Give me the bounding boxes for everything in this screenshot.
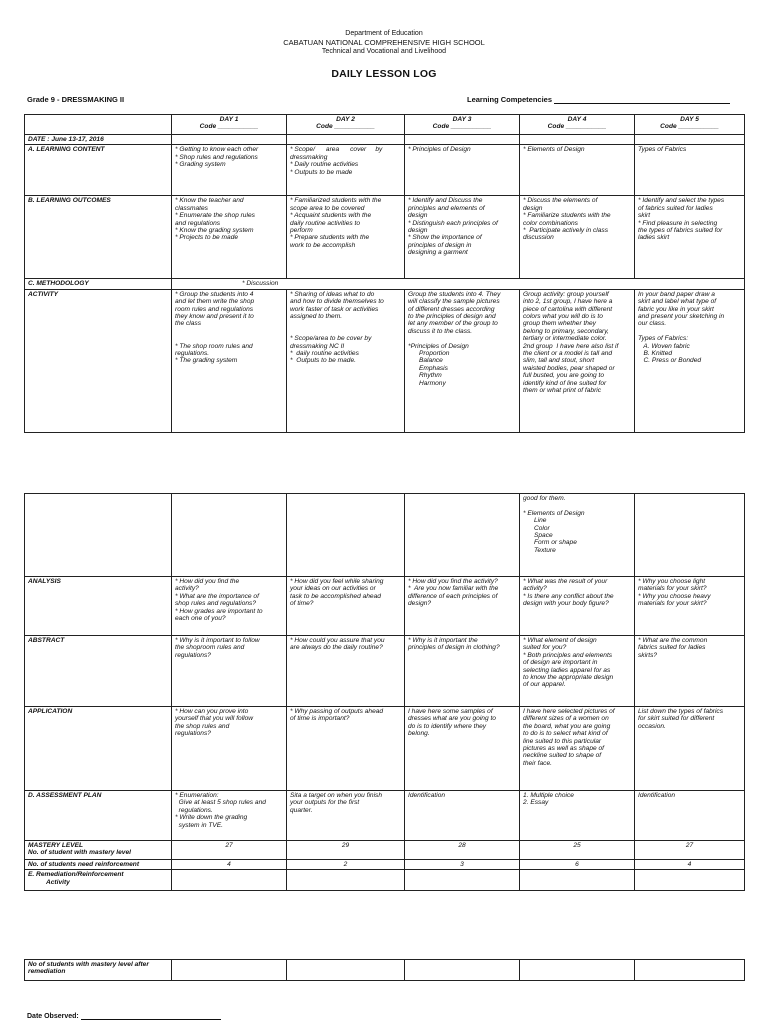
cell-line: * How did you feel while sharing (290, 578, 384, 585)
reinforcement-label: No. of students need reinforcement (25, 860, 172, 870)
cell-line: * Why is it important the (408, 637, 478, 644)
cell-line: full busted, you are going to (523, 372, 605, 380)
cell-line: Harmony (408, 379, 446, 387)
cell-line: let any member of the group to (408, 320, 498, 328)
mastery-day1: 27 (172, 841, 287, 860)
cell-line: * The shop room rules and (175, 342, 253, 350)
cell (172, 145, 287, 196)
cell-line: designing a garment (408, 249, 468, 257)
cell-line: our class. (638, 320, 667, 328)
cell-line: shop rules and regulations? (175, 600, 257, 608)
cell (172, 636, 287, 707)
reinforcement-day4: 6 (520, 860, 635, 870)
cell-line: and let them write the shop (175, 298, 255, 306)
cell-line: * Why passing of outputs ahead (290, 708, 384, 715)
cell-line (290, 328, 401, 335)
cell-line: daily routine activities to (290, 219, 361, 227)
cell (405, 145, 520, 196)
cell-line: piece of cartolina with different (523, 305, 613, 313)
row-methodology (25, 279, 745, 289)
cell-line: of different dresses according (408, 305, 495, 313)
cell-line: Proportion (408, 350, 450, 358)
cell-line: skirt and label what type of (638, 298, 717, 306)
cell-line: each one of you? (175, 615, 226, 623)
cell-line: * Grading system (175, 161, 226, 169)
cell-line: room rules and regulations (175, 305, 254, 313)
cell (405, 196, 520, 279)
cell-line: * Outputs to be made. (290, 357, 356, 365)
grade-label: Grade 9 - DRESSMAKING II (27, 95, 125, 104)
reinforcement-day1: 4 (172, 860, 287, 870)
cell-line: dresses what are you going to (408, 715, 496, 723)
row-reinforcement (25, 860, 745, 870)
cell (287, 636, 405, 707)
cell-line: regulations. (175, 806, 213, 814)
cell-line: I have here selected pictures of (523, 708, 615, 715)
cell-line: activity? (523, 585, 547, 593)
day-1-header: DAY 1 Code ___________ (172, 115, 287, 135)
date-observed-label: Date Observed: (27, 1013, 79, 1020)
cell-line: * Daily routine activities (290, 161, 359, 169)
date-row (25, 135, 745, 145)
cell-line: group them whether they (523, 320, 596, 328)
cell-line: * Principles of Design (408, 146, 471, 154)
cell-line: A. Woven fabric (638, 342, 690, 350)
reinforcement-day5: 4 (635, 860, 745, 870)
row-remediation (25, 870, 745, 891)
row-learning-content (25, 145, 745, 196)
cell-line: Types of Fabrics: (638, 335, 689, 343)
cell-line: Color (523, 524, 550, 532)
cell (405, 577, 520, 636)
cell-line: List down the types of fabrics (638, 708, 724, 715)
cell-line (638, 328, 741, 335)
reinforcement-day3: 3 (405, 860, 520, 870)
cell-line (175, 335, 283, 342)
mastery-day3: 28 (405, 841, 520, 860)
remediation-label: E. Remediation/Reinforcement Activity (25, 870, 172, 891)
cell-line: ladies skirt (638, 234, 670, 242)
row-activity-continued (25, 494, 745, 577)
row-analysis (25, 577, 745, 636)
cell-line: * Shop rules and regulations (175, 153, 258, 161)
lesson-log-table-page1 (24, 114, 745, 433)
cell-line: belong to primary, secondary, (523, 327, 609, 335)
competencies-line (554, 95, 730, 104)
cell-line: and regulations (175, 219, 221, 227)
cell-line: I have here some samples of (408, 708, 493, 715)
cell-line: and present your sketching in (638, 313, 725, 321)
cell-line: principles of design in (408, 241, 472, 249)
cell-line: C. Press or Bonded (638, 357, 702, 365)
cell (520, 196, 635, 279)
cell-line: belong. (408, 730, 430, 738)
cell-line: * Are you now familiar with the (408, 585, 499, 593)
track-heading: Technical and Vocational and Livelihood (321, 48, 447, 55)
cell-line: * Why you choose light (638, 578, 706, 585)
cell (172, 577, 287, 636)
cell-line: * What are the common (638, 637, 708, 644)
row-assessment (25, 791, 745, 841)
cell-line: Give at least 5 shop rules and (175, 799, 266, 807)
cell-line: Rhythm (408, 372, 442, 380)
learning-outcomes-label: B. LEARNING OUTCOMES (25, 196, 172, 279)
cell-line: design with your body figure? (523, 600, 609, 608)
cell-line: Group the students into 4. They (408, 290, 501, 298)
cell-line: are always do the daily routine? (290, 644, 383, 652)
cell (520, 494, 635, 577)
cell (635, 791, 745, 841)
cell-line: quarter. (290, 806, 313, 814)
day-header-row (25, 115, 745, 135)
header-blank-cell (25, 115, 172, 135)
cell-line: to the principles of design and (408, 313, 496, 321)
cell-line: design (523, 204, 543, 212)
cell-line: the shoproom rules and (175, 644, 245, 652)
mastery-day5: 27 (635, 841, 745, 860)
document-title: DAILY LESSON LOG (331, 68, 437, 80)
cell (287, 289, 405, 432)
cell-line: principles and elements of (408, 204, 485, 212)
cell-line: principles of design in clothing? (408, 644, 500, 652)
cell-line: * Getting to know each other (175, 146, 259, 154)
cell-line: activity? (175, 585, 199, 593)
mastery-label: MASTERY LEVEL No. of student with mastery level (25, 841, 172, 860)
school-heading: CABATUAN NATIONAL COMPREHENSIVE HIGH SCHOOL (283, 38, 485, 47)
cell (405, 636, 520, 707)
cell-line: to know the appropriate design (523, 674, 614, 682)
after-remediation-label: No of students with mastery level after remediation (25, 960, 172, 981)
cell-line: of time? (290, 600, 314, 608)
cell (287, 791, 405, 841)
cell-line: B. Knitted (638, 350, 673, 358)
cell-line: slim, tall and stout, short (523, 357, 595, 365)
cell-line: good for them. (523, 495, 566, 502)
cell-line (290, 320, 401, 327)
cell-line: * Elements of Design (523, 146, 585, 154)
cell (172, 494, 287, 577)
cell (172, 196, 287, 279)
cell (635, 577, 745, 636)
cell-line: * Projects to be made (175, 234, 239, 242)
cell (635, 707, 745, 791)
department-heading: Department of Education (345, 30, 423, 37)
cell-line: fabric you like in your skirt (638, 305, 714, 313)
cell-line (523, 502, 631, 509)
cell-line: skirts? (638, 651, 658, 659)
cell-line: * The grading system (175, 357, 238, 365)
day-2-header: DAY 2 Code ___________ (287, 115, 405, 135)
cell-line: * Acquaint students with the (290, 212, 372, 220)
cell-line: skirt (638, 212, 651, 220)
cell-line: identify kind of line suited for (523, 379, 607, 387)
cell-line: the shop rules and (175, 722, 230, 730)
cell (635, 289, 745, 432)
cell-line: * Familiarize students with the (523, 212, 611, 220)
row-abstract (25, 636, 745, 707)
cell-line: *Principles of Design (408, 342, 469, 350)
cell-line: Line (523, 517, 547, 525)
cell-line: and how to divide themselves to (290, 298, 384, 306)
cell-line: Texture (523, 546, 556, 554)
cell (520, 289, 635, 432)
competencies-field (467, 95, 730, 104)
cell-line: * Know the teacher and (175, 197, 244, 205)
cell (287, 577, 405, 636)
cell-line: classmates (175, 204, 208, 212)
cell-line: * Find pleasure in selecting (638, 219, 718, 227)
cell-line: pictures as well as shape of (523, 745, 604, 753)
cell-line: design (408, 212, 428, 220)
application-label: APPLICATION (25, 707, 172, 791)
cell-line: assigned to them. (290, 313, 343, 321)
cell-line: discuss it to the class. (408, 327, 473, 335)
reinforcement-day2: 2 (287, 860, 405, 870)
cell-line: * Show the importance of (408, 234, 482, 242)
cell-line: * Participate actively in class (523, 227, 609, 235)
cell-line: * Scope/area to be cover by (290, 335, 372, 343)
cell-line: 1. Multiple choice (523, 792, 574, 799)
cell-line: do is to identify where they (408, 722, 487, 730)
cell-line: * Discuss the elements of (523, 197, 598, 205)
cell (520, 636, 635, 707)
cell-line: your outputs for the first (290, 799, 360, 807)
cell-line: Identification (408, 792, 446, 799)
cell-line: * Both principles and elements (523, 651, 613, 659)
cell-line: * What was the result of your (523, 578, 608, 585)
cell-line: difference of each principles of (408, 592, 498, 600)
cell-line: * Identify and select the types (638, 197, 725, 205)
cell (405, 707, 520, 791)
cell-line: * Outputs to be made (290, 168, 353, 176)
cell (172, 707, 287, 791)
cell-line: of design are important in (523, 659, 598, 667)
cell-line: * Why you choose heavy (638, 592, 711, 600)
cell-line: to do is to select what kind of (523, 730, 608, 738)
row-application (25, 707, 745, 791)
cell-line: the class (175, 320, 202, 328)
after-remediation-table (24, 959, 745, 981)
cell (635, 196, 745, 279)
cell (172, 791, 287, 841)
cell-line: work to be accomplish (290, 241, 356, 249)
cell-line: * How did you find the activity? (408, 578, 498, 585)
cell-line: fabrics suited for ladies (638, 644, 706, 652)
cell-line: task to be accomplished ahead (290, 592, 381, 600)
cell-line: waisted bodies, pear shaped or (523, 364, 615, 372)
cell-line: neckline suited to shape of (523, 752, 602, 760)
cell (405, 791, 520, 841)
cell-line: regulations? (175, 651, 211, 659)
row-activity (25, 289, 745, 432)
date-observed-line (81, 1012, 221, 1020)
cell-line: Identification (638, 792, 676, 799)
cell-line: color combinations (523, 219, 578, 227)
cell (287, 145, 405, 196)
cell-line: perform (290, 227, 313, 235)
cell (635, 145, 745, 196)
cell (405, 289, 520, 432)
cell-line: * Scope/ area cover by (290, 146, 383, 154)
cell-line: of our apparel. (523, 681, 566, 689)
cell (287, 494, 405, 577)
cell-line: dressmaking NC II (290, 342, 345, 350)
cell-line: * Write down the grading (175, 814, 248, 822)
cell-line: * What element of design (523, 637, 597, 644)
learning-content-label: A. LEARNING CONTENT (25, 145, 172, 196)
cell-line: * Why is it important to follow (175, 637, 260, 644)
cell-line: design (408, 227, 428, 235)
cell-line: of fabrics suited for ladies (638, 204, 713, 212)
date-label: DATE : June 13-17, 2016 (25, 135, 172, 145)
cell-line: regulations. (175, 350, 210, 358)
day-4-header: DAY 4 Code ___________ (520, 115, 635, 135)
cell-line: scope area to be covered (290, 204, 365, 212)
cell-line: them or what print of fabric (523, 387, 602, 395)
cell-line: * Distinguish each principles of (408, 219, 498, 227)
analysis-label: ANALYSIS (25, 577, 172, 636)
cell-line: * Familiarized students with the (290, 197, 382, 205)
cell-line: tertiary or intermediate color. (523, 335, 607, 343)
cell-line: they know and present it to (175, 313, 254, 321)
cell-line: * Sharing of ideas what to do (290, 290, 375, 298)
cell-line (175, 328, 283, 335)
cell (520, 791, 635, 841)
row-mastery-level (25, 841, 745, 860)
cell-line (408, 335, 516, 342)
cell-line: materials for your skirt? (638, 585, 707, 593)
cell-line: * How could you assure that you (290, 637, 385, 644)
day-3-header: DAY 3 Code ___________ (405, 115, 520, 135)
cell-line: * Identify and Discuss the (408, 197, 483, 205)
cell-line: into 2, 1st group, I have here a (523, 298, 613, 306)
cell-line: Emphasis (408, 364, 448, 372)
cell-line: Space (523, 532, 553, 540)
methodology-value: * Discussion (172, 279, 745, 289)
cell-line: Form or shape (523, 539, 577, 547)
cell-line: of time is important? (290, 715, 350, 723)
cell-line: work faster of task or activities (290, 305, 379, 313)
cell-line: regulations? (175, 730, 211, 738)
cell-line: * How did you find the (175, 578, 240, 585)
cell-line: occasion. (638, 722, 666, 730)
cell-line: 2. Essay (523, 799, 549, 807)
cell-line: Sita a target on when you finish (290, 792, 383, 799)
cell-line: Group activity: group yourself (523, 290, 609, 298)
activity-label: ACTIVITY (25, 289, 172, 432)
methodology-label: C. METHODOLOGY (25, 279, 172, 289)
cell-line: your ideas on our activities or (290, 585, 376, 593)
cell (520, 707, 635, 791)
cell-line: * Group the students into 4 (175, 290, 254, 298)
cell-line: materials for your skirt? (638, 600, 707, 608)
cell-line: selecting ladies apparel for as (523, 666, 611, 674)
cell-line: their face. (523, 759, 552, 767)
cell (287, 707, 405, 791)
cell-line: * What are the importance of (175, 592, 259, 600)
abstract-label: ABSTRACT (25, 636, 172, 707)
cell (520, 577, 635, 636)
lesson-log-table-page2 (24, 493, 745, 891)
cell-line: yourself that you will follow (175, 715, 254, 723)
cell-line: * Elements of Design (523, 509, 585, 517)
cell-line: In your band paper draw a (638, 290, 715, 298)
cell-line: colors what you will do is to (523, 313, 603, 321)
cell (635, 636, 745, 707)
cell (520, 145, 635, 196)
cell-line: * Is there any conflict about the (523, 592, 614, 600)
cell (635, 494, 745, 577)
cell-line: for skirt suited for different (638, 715, 715, 723)
cell-line: Balance (408, 357, 443, 365)
cell-line: the client or a model is tall and (523, 350, 613, 358)
cell-line: * daily routine activities (290, 350, 359, 358)
competencies-label: Learning Competencies (467, 95, 553, 104)
mastery-day2: 29 (287, 841, 405, 860)
mastery-day4: 25 (520, 841, 635, 860)
cell-line: different sizes of a women on (523, 715, 609, 723)
cell-line: line suited to this particular (523, 737, 602, 745)
cell-line: Types of Fabrics (638, 146, 687, 154)
cell-line: the board, what you are going (523, 722, 611, 730)
cell-line: 2nd group I have here also list if (523, 342, 619, 350)
cell-line: suited for you? (523, 644, 567, 652)
row-after-remediation (25, 960, 745, 981)
cell-line: system in TVE. (175, 821, 223, 829)
cell (172, 289, 287, 432)
cell (405, 494, 520, 577)
cell-line: will classify the sample pictures (408, 298, 500, 306)
cell-line: dressmaking (290, 153, 328, 161)
cell-line: * Enumerate the shop rules (175, 212, 255, 220)
cell-line: * How grades are important to (175, 607, 263, 615)
row-learning-outcomes (25, 196, 745, 279)
cell-line: * Prepare students with the (290, 234, 370, 242)
cell-line: * Know the grading system (175, 227, 254, 235)
cell-line: design? (408, 600, 432, 608)
cell-line: the types of fabrics suited for (638, 227, 723, 235)
day-5-header: DAY 5 Code ___________ (635, 115, 745, 135)
cell-line: * Enumeration: (175, 792, 219, 799)
cell-line: discussion (523, 234, 554, 242)
assessment-label: D. ASSESSMENT PLAN (25, 791, 172, 841)
date-observed-field (27, 1012, 221, 1020)
cell (287, 196, 405, 279)
cell-line: * How can you prove into (175, 708, 249, 715)
